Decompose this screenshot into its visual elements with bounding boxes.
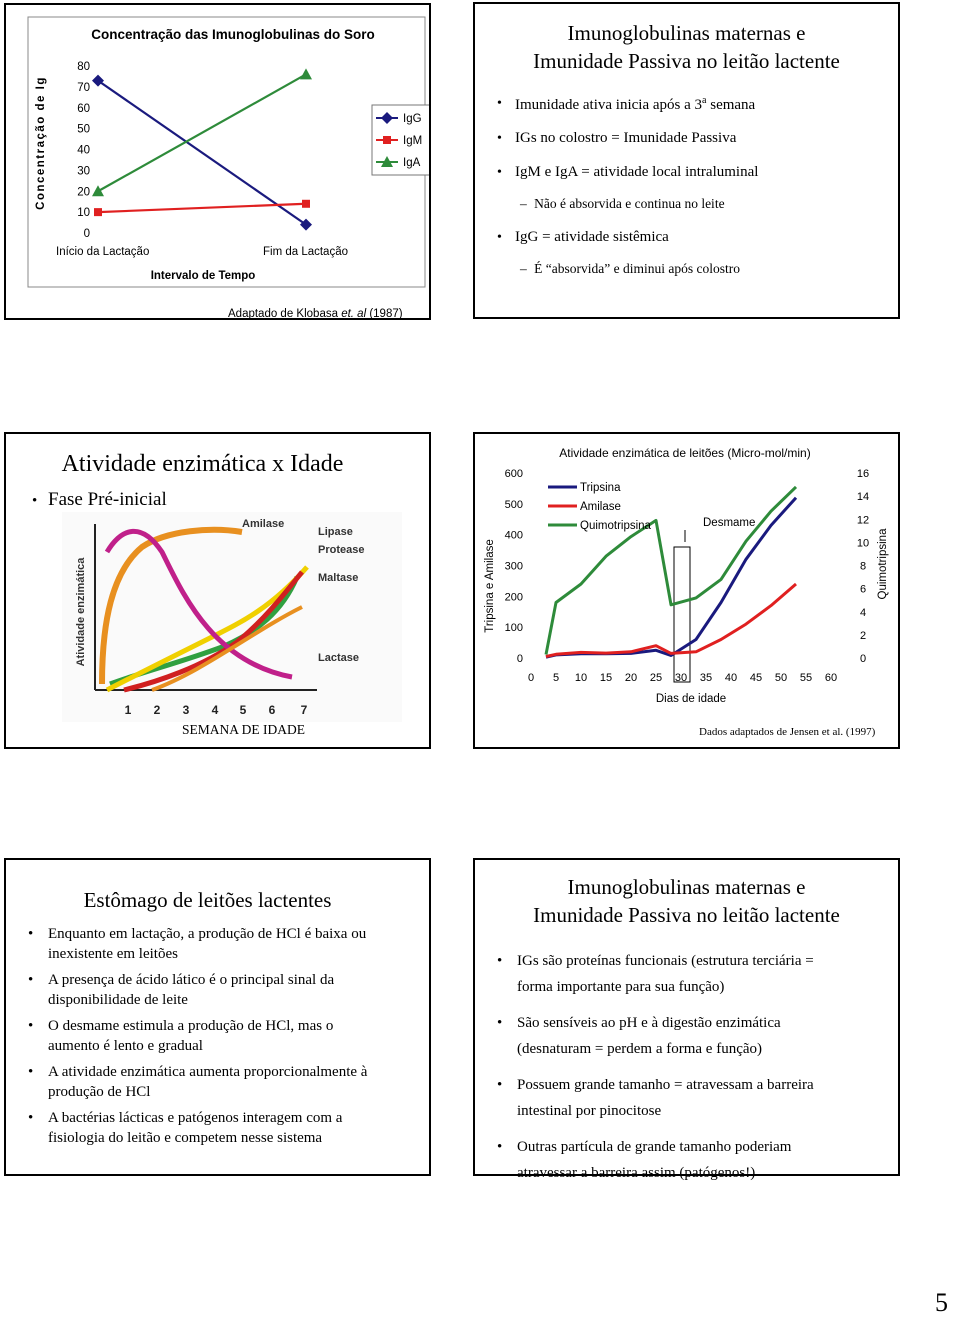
title-line-1: Imunoglobulinas maternas e bbox=[567, 21, 806, 45]
bullet-list bbox=[28, 924, 428, 1154]
figure-x-tick-label: 1 bbox=[124, 703, 132, 717]
bullet-dot-icon: • bbox=[497, 1077, 503, 1093]
bullet-4 bbox=[497, 229, 669, 246]
x-tick-label: 50 bbox=[774, 672, 788, 684]
y2-tick-label: 2 bbox=[859, 629, 867, 642]
sub-bullet-text: Não é absorvida e continua no leite bbox=[534, 196, 725, 211]
y-tick-label: 40 bbox=[77, 144, 90, 157]
x-tick-label: Início da Lactação bbox=[56, 246, 150, 258]
y-tick-label: 10 bbox=[77, 207, 90, 220]
bullet-text: IgG = atividade sistêmica bbox=[515, 229, 669, 245]
x-tick-label: 60 bbox=[824, 672, 838, 684]
x-tick-label: 5 bbox=[552, 672, 560, 684]
sub-bullet-text: É “absorvida” e diminui após colostro bbox=[534, 261, 740, 276]
bullet-dot-icon: • bbox=[497, 953, 503, 969]
credit-line bbox=[228, 308, 403, 320]
bullet-dot-icon: • bbox=[497, 131, 502, 146]
sub-bullet-3 bbox=[520, 196, 725, 212]
x-tick-label: 0 bbox=[527, 672, 535, 684]
bullet-dot-icon: • bbox=[28, 1064, 34, 1080]
x-tick-label: 20 bbox=[624, 672, 638, 684]
x-tick-label: 15 bbox=[599, 672, 613, 684]
figure-x-tick-label: 2 bbox=[153, 703, 161, 717]
y-tick-label: 50 bbox=[77, 123, 90, 136]
bullet-line: (desnaturam = perdem a forma e função) bbox=[517, 1041, 763, 1057]
bullet-text: IGs no colostro = Imunidade Passiva bbox=[515, 130, 737, 146]
y-tick-label: 30 bbox=[77, 165, 90, 178]
bullet-dot-icon: • bbox=[28, 1018, 34, 1034]
bullet-line: aumento é lento e gradual bbox=[48, 1038, 203, 1054]
bullet-text: Imunidade ativa inicia após a 3 bbox=[515, 97, 703, 113]
y-tick-label: 500 bbox=[504, 498, 523, 511]
y-axis-right-label: Quimotripsina bbox=[877, 528, 889, 600]
bullet-line: intestinal por pinocitose bbox=[517, 1103, 662, 1119]
bullet-line: disponibilidade de leite bbox=[48, 992, 188, 1008]
x-tick-label: 10 bbox=[574, 672, 588, 684]
chart-title: Concentração das Imunoglobulinas do Soro bbox=[91, 27, 375, 42]
legend-marker-igm bbox=[383, 136, 391, 144]
bullet-2 bbox=[497, 130, 736, 147]
bullet-item bbox=[28, 1108, 428, 1148]
y-tick-label: 70 bbox=[77, 81, 90, 94]
figure-y-label: Atividade enzimática bbox=[75, 557, 87, 667]
bullet-line: inexistente em leitões bbox=[48, 946, 178, 962]
enzyme-curves-figure bbox=[62, 512, 402, 722]
y-axis-left-label: Tripsina e Amilase bbox=[484, 539, 496, 633]
bullet-item bbox=[497, 948, 897, 1000]
bullet-item bbox=[28, 970, 428, 1010]
label-lipase: Lipase bbox=[318, 526, 353, 538]
bullet-item bbox=[28, 1062, 428, 1102]
bullet-item bbox=[28, 1016, 428, 1056]
bullet-line: Enquanto em lactação, a produção de HCl é baixa ou bbox=[48, 926, 367, 942]
title-line-1: Imunoglobulinas maternas e bbox=[567, 875, 806, 899]
bullet-dot-icon: • bbox=[497, 1015, 503, 1031]
bullet-1 bbox=[497, 95, 755, 114]
chart-title: Atividade enzimática de leitões (Micro-mol/min) bbox=[559, 446, 811, 460]
y-tick-label: 80 bbox=[77, 61, 90, 73]
igm-marker bbox=[94, 208, 102, 216]
weaning-highlight-box bbox=[674, 547, 690, 682]
bullet-3 bbox=[497, 164, 758, 181]
y2-tick-label: 4 bbox=[859, 606, 867, 619]
legend-label-igm: IgM bbox=[403, 135, 423, 147]
label-amilase: Amilase bbox=[242, 518, 285, 530]
slide-title: Atividade enzimática x Idade bbox=[61, 451, 344, 477]
bullet-sup: a bbox=[702, 95, 707, 106]
slide-ig-maternas-1 bbox=[473, 2, 900, 319]
y2-tick-label: 16 bbox=[856, 468, 870, 480]
y-tick-label: 0 bbox=[516, 653, 523, 665]
slide-title bbox=[475, 19, 898, 75]
bullet-dot-icon: • bbox=[497, 230, 502, 245]
x-tick-label: 35 bbox=[699, 672, 713, 684]
bullet-line: atravessar a barreira assim (patógenos!) bbox=[517, 1165, 756, 1181]
bullet-item bbox=[497, 1134, 897, 1186]
title-line-2: Imunidade Passiva no leitão lactente bbox=[533, 49, 840, 73]
bullet-item bbox=[497, 1010, 897, 1062]
bullet-line: Possuem grande tamanho = atravessam a barreira bbox=[517, 1077, 814, 1093]
bullet-dot-icon: • bbox=[28, 972, 34, 988]
slide-title: Estômago de leitões lactentes bbox=[83, 888, 332, 912]
y2-tick-label: 8 bbox=[859, 560, 867, 573]
x-tick-label: 45 bbox=[749, 672, 763, 684]
bullet-line: A atividade enzimática aumenta proporcionalmente à bbox=[48, 1064, 368, 1080]
weaning-annotation: Desmame bbox=[703, 517, 756, 529]
legend-label-tripsina: Tripsina bbox=[580, 482, 621, 494]
credit-line: Dados adaptados de Jensen et al. (1997) bbox=[699, 726, 876, 738]
bullet-line: forma importante para sua função) bbox=[517, 979, 725, 995]
y2-tick-label: 10 bbox=[856, 537, 870, 550]
bullet-dot-icon: • bbox=[32, 493, 38, 509]
piglet-enzyme-line-chart bbox=[475, 434, 898, 747]
figure-x-tick-label: 6 bbox=[268, 703, 276, 717]
slide-enzyme-activity-age bbox=[4, 432, 431, 749]
bullet-dot-icon: • bbox=[497, 165, 502, 180]
y-tick-label: 200 bbox=[504, 591, 523, 604]
title-line-2: Imunidade Passiva no leitão lactente bbox=[533, 903, 840, 927]
bullet-line: IGs são proteínas funcionais (estrutura terciária = bbox=[517, 953, 814, 969]
dash-icon: – bbox=[520, 196, 527, 211]
label-protease: Protease bbox=[318, 544, 365, 556]
bullet-line: São sensíveis ao pH e à digestão enzimática bbox=[517, 1015, 781, 1031]
legend-label-amilase: Amilase bbox=[580, 501, 621, 513]
x-tick-label: Fim da Lactação bbox=[262, 246, 348, 258]
y2-tick-label: 12 bbox=[856, 514, 870, 527]
y-tick-label: 60 bbox=[77, 102, 90, 115]
series-line-amilase bbox=[546, 584, 796, 657]
bullet-list bbox=[497, 948, 897, 1196]
label-maltase: Maltase bbox=[318, 572, 359, 584]
bullet-dot-icon: • bbox=[28, 926, 34, 942]
bullet-line: Outras partícula de grande tamanho poderiam bbox=[517, 1139, 792, 1155]
label-lactase: Lactase bbox=[318, 652, 359, 664]
legend-label-quimotripsina: Quimotripsina bbox=[580, 520, 651, 532]
legend-label-iga: IgA bbox=[403, 157, 421, 169]
bullet-text-end: semana bbox=[706, 97, 756, 113]
credit-prefix: Adaptado de Klobasa bbox=[228, 308, 342, 320]
x-tick-label: 40 bbox=[724, 672, 738, 684]
credit-italic: et. al bbox=[341, 308, 367, 320]
dash-icon: – bbox=[520, 261, 527, 276]
bullet-item bbox=[28, 924, 428, 964]
igm-marker bbox=[302, 200, 310, 208]
bullet-dot-icon: • bbox=[28, 1110, 34, 1126]
figure-caption: SEMANA DE IDADE bbox=[182, 722, 305, 737]
y2-tick-label: 14 bbox=[856, 491, 870, 504]
sub-bullet-4 bbox=[520, 261, 740, 277]
credit-suffix: (1987) bbox=[366, 308, 403, 320]
y-tick-label: 0 bbox=[83, 228, 90, 240]
bullet-item bbox=[497, 1072, 897, 1124]
y2-tick-label: 0 bbox=[859, 653, 867, 665]
bullet-line: produção de HCl bbox=[48, 1084, 151, 1100]
y-tick-label: 20 bbox=[77, 186, 90, 199]
bullet-text: IgM e IgA = atividade local intraluminal bbox=[515, 164, 759, 180]
slide-ig-maternas-2 bbox=[473, 858, 900, 1181]
bullet-line: O desmame estimula a produção de HCl, mas o bbox=[48, 1018, 334, 1034]
page-number: 5 bbox=[935, 1288, 948, 1317]
y2-tick-label: 6 bbox=[859, 583, 867, 596]
slide-piglet-stomach bbox=[4, 858, 431, 1176]
x-tick-label: 30 bbox=[674, 672, 688, 684]
y-axis-label: Concentração de Ig bbox=[35, 76, 47, 210]
x-tick-label: 55 bbox=[799, 672, 813, 684]
figure-x-tick-label: 5 bbox=[239, 703, 247, 717]
slide-immunoglobulin-chart bbox=[4, 3, 431, 320]
bullet-line: A bactérias lácticas e patógenos interagem com a bbox=[48, 1110, 343, 1126]
y-tick-label: 100 bbox=[504, 622, 523, 635]
y-tick-label: 400 bbox=[504, 529, 523, 542]
figure-x-tick-label: 3 bbox=[182, 703, 190, 717]
x-tick-label: 25 bbox=[649, 672, 663, 684]
legend-label-igg: IgG bbox=[403, 113, 422, 125]
figure-x-tick-label: 4 bbox=[211, 703, 219, 717]
bullet-text: Fase Pré-inicial bbox=[48, 489, 167, 510]
y-tick-label: 600 bbox=[504, 468, 523, 480]
bullet-dot-icon: • bbox=[497, 1139, 503, 1155]
immunoglobulin-line-chart bbox=[6, 5, 429, 318]
bullet-line: fisiologia do leitão e competem nesse sistema bbox=[48, 1130, 323, 1146]
bullet-dot-icon: • bbox=[497, 96, 502, 111]
y-tick-label: 300 bbox=[504, 560, 523, 573]
figure-x-tick-label: 7 bbox=[300, 703, 308, 717]
slide-title bbox=[475, 873, 898, 929]
bullet-1 bbox=[32, 489, 167, 511]
x-axis-label: Intervalo de Tempo bbox=[150, 270, 256, 282]
bullet-line: A presença de ácido lático é o principal sinal da bbox=[48, 972, 335, 988]
x-axis-label: Dias de idade bbox=[655, 693, 727, 705]
slide-piglet-enzyme-chart bbox=[473, 432, 900, 749]
